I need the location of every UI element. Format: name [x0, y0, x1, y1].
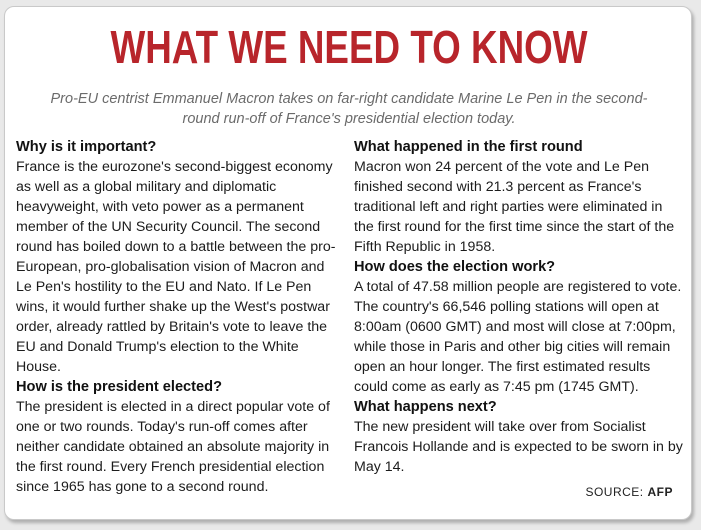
section-body-next: The new president will take over from Socialist Francois Hollande and is expected to be sworn in by May 14.	[354, 419, 683, 475]
section-heading-how-elected: How is the president elected?	[16, 379, 222, 395]
source-name: AFP	[647, 485, 673, 499]
headline: WHAT WE NEED TO KNOW	[110, 21, 588, 73]
subheadline: Pro-EU centrist Emmanuel Macron takes on far-right candidate Marine Le Pen in the second-round run-off of France's presidential election today.	[50, 91, 648, 127]
section-heading-next: What happens next?	[354, 399, 497, 415]
right-column	[354, 137, 684, 477]
source-label: SOURCE:	[585, 485, 644, 499]
section-body-why-important: France is the eurozone's second-biggest economy as well as a global military and diplomatic heavyweight, with veto power as a permanent member of the UN Security Council. The second round has boiled down to a battle between the pro-European, pro-globalisation vision of Macron and Le Pen's hostility to the EU and Nato. If Le Pen wins, it would further shake up the West's postwar order, already rattled by Britain's vote to leave the EU and Donald Trump's election to the White House.	[16, 159, 336, 375]
section-body-election-work: A total of 47.58 million people are registered to vote. The country's 66,546 polling stations will open at 8:00am (0600 GMT) and most will close at 7:00pm, while those in Paris and other big cities will remain open an hour longer. The first estimated results could come as early as 7:45 pm (1745 GMT).	[354, 279, 682, 395]
section-body-first-round: Macron won 24 percent of the vote and Le Pen finished second with 21.3 percent as France's traditional left and right parties were eliminated in the first round for the first time since the start of the Fifth Republic in 1958.	[354, 159, 675, 255]
section-heading-election-work: How does the election work?	[354, 259, 556, 275]
left-column	[16, 137, 336, 497]
infobox-card	[4, 6, 692, 520]
section-body-how-elected: The president is elected in a direct popular vote of one or two rounds. Today's run-off comes after neither candidate obtained an absolute majority in the first round. Every French presidential election since 1965 has gone to a second round.	[16, 399, 330, 495]
section-heading-first-round: What happened in the first round	[354, 139, 583, 155]
section-heading-why-important: Why is it important?	[16, 139, 157, 155]
source-credit	[585, 485, 673, 499]
